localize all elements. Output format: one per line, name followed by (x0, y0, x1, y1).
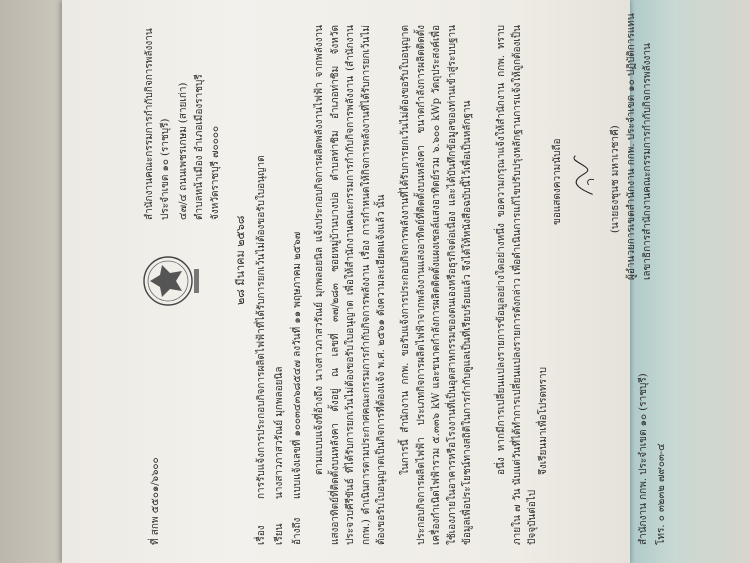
letter-content (132, 10, 675, 555)
letter-page (132, 10, 675, 555)
sender-branch: ประจำเขต ๑๐ (ราชบุรี) (160, 118, 171, 220)
letter-date: ๒๘ มีนาคม ๒๕๖๘ (234, 215, 247, 305)
paper-sheet (62, 0, 667, 563)
garuda-emblem-icon (138, 251, 202, 311)
paragraph-1: ตามแบบแจ้งที่อ้างถึง นางสาวภาสวรัณย์ มุกพลอยนิล แจ้งประกอบกิจการผลิตพลังงานไฟฟ้า จากพลังงานแสงอาทิตย์ที่ติดตั้งบนหลังคา ตั้งอยู่ ณ เลขที่ ๓๗/๒๘๓ ซอยหมู่บ้านบางบ่อ ตำบลท่าชิม อำเภอท่าชิม จังหวัดประจวบคีรีขันธ์ ที่ได้รับการยกเว้นไม่ต้องขอรับใบอนุญาต เพื่อให้สำนักงานคณะกรรมการกำกับกิจการพลังงาน (สำนักงาน กกพ.) ดำเนินการตามประกาศคณะกรรมการกำกับกิจการพลังงาน เรื่อง การกำหนดให้กิจการพลังงานที่ได้รับการยกเว้นไม่ต้องขอรับใบอนุญาตเป็นกิจการที่ต้องแจ้ง พ.ศ. ๒๕๖๑ ดังความละเอียดแจ้งแล้ว นั้น (314, 25, 387, 545)
footer-phone: โทร. ๐ ๓๒๓๒ ๗๙๐๓-๔ (656, 443, 667, 545)
sender-address-3: จังหวัดราชบุรี ๗๐๐๐๐ (210, 125, 221, 220)
recipient-label: เรียน (274, 523, 285, 545)
document-number: ที่ สกพ ๕๕๐๑/๖๖๐๐ (150, 457, 161, 545)
subject-label: เรื่อง (256, 525, 267, 545)
closing-phrase: ขอแสดงความนับถือ (552, 138, 563, 225)
sender-name: สำนักงานคณะกรรมการกำกับกิจการพลังงาน (144, 28, 155, 220)
sender-address-1: ๔๗/๔ ถนนเพชรเกษม (สายเก่า) (178, 82, 189, 220)
signer-title-1: ผู้อำนวยการเขตสำนักงาน กกพ. ประจำเขต ๑๐ ปฏิบัติการแทน (626, 13, 637, 280)
reference-text: แบบแจ้งเลขที่ ๑๐๐๓๔๓๖๘๕๔๗ ลงวันที่ ๑๑ พฤษภาคม ๒๕๖๗ (292, 231, 303, 499)
paragraph-3: อนึ่ง หากมีการเปลี่ยนแปลงรายการข้อมูลอย่างใดอย่างหนึ่ง ขอความกรุณาแจ้งให้สำนักงาน กกพ. ทราบภายใน ๗ วัน นับแต่วันที่ได้ทำการเปลี่ยนแปลงรายการดังกล่าว เพื่อดำเนินการแก้ไขปรับปรุงหลักฐานการแจ้งให้ถูกต้องเป็นปัจจุบันต่อไป (496, 25, 538, 545)
signer-name: (นายธงชุนช มหาเวชาคี) (610, 125, 621, 233)
subject-line (254, 155, 270, 545)
reference-label: อ้างถึง (292, 517, 303, 545)
recipient-line (272, 367, 288, 545)
footer-office: สำนักงาน กกพ. ประจำเขต ๑๐ (ราชบุรี) (638, 373, 649, 545)
reference-line (290, 232, 306, 545)
recipient-text: นางสาวภาสวรัณย์ มุกพลอยนิล (274, 366, 285, 499)
sender-address-2: ตำบลหน้าเมือง อำเภอเมืองราชบุรี (194, 74, 205, 220)
background-left (0, 0, 64, 563)
closing-request: จึงเรียนมาเพื่อโปรดทราบ (538, 367, 549, 475)
handwritten-signature (566, 140, 606, 210)
signer-title-2: เลขาธิการสำนักงานคณะกรรมการกำกับกิจการพลังงาน (642, 43, 653, 280)
paragraph-2: ในการนี้ สำนักงาน กกพ. ขอรับแจ้งการประกอบกิจการพลังงานที่ได้รับการยกเว้นไม่ต้องขอรับใบอนุญาตประกอบกิจการผลิตไฟฟ้า ประเภทกิจการผลิตไฟฟ้าจากพลังงานแสงอาทิตย์ที่ติดตั้งบนหลังคา ขนาดกำลังการผลิตติดตั้งเครื่องกำเนิดไฟฟ้ารวม ๕.๓๓๖ kW และขนาดกำลังการผลิตติดตั้งแผงเซลล์แสงอาทิตย์รวม ๖.๖๐๐ kWp วัตถุประสงค์เพื่อใช้เองภายในอาคารหรือโรงงานที่เป็นอุตสาหกรรมของตนเองหรือธุรกิจต่อเนื่อง และได้บันทึกข้อมูลของท่านเข้าสู่ระบบฐานข้อมูลเพื่อประโยชน์ทางสถิติในการกำกับดูแลเป็นที่เรียบร้อยแล้ว จึงได้ให้หนังสือฉบับนี้ไว้เพื่อเป็นหลักฐาน (400, 25, 473, 545)
subject-text: การรับแจ้งการประกอบกิจการผลิตไฟฟ้าที่ได้รับการยกเว้นไม่ต้องขอรับใบอนุญาต (256, 155, 267, 499)
